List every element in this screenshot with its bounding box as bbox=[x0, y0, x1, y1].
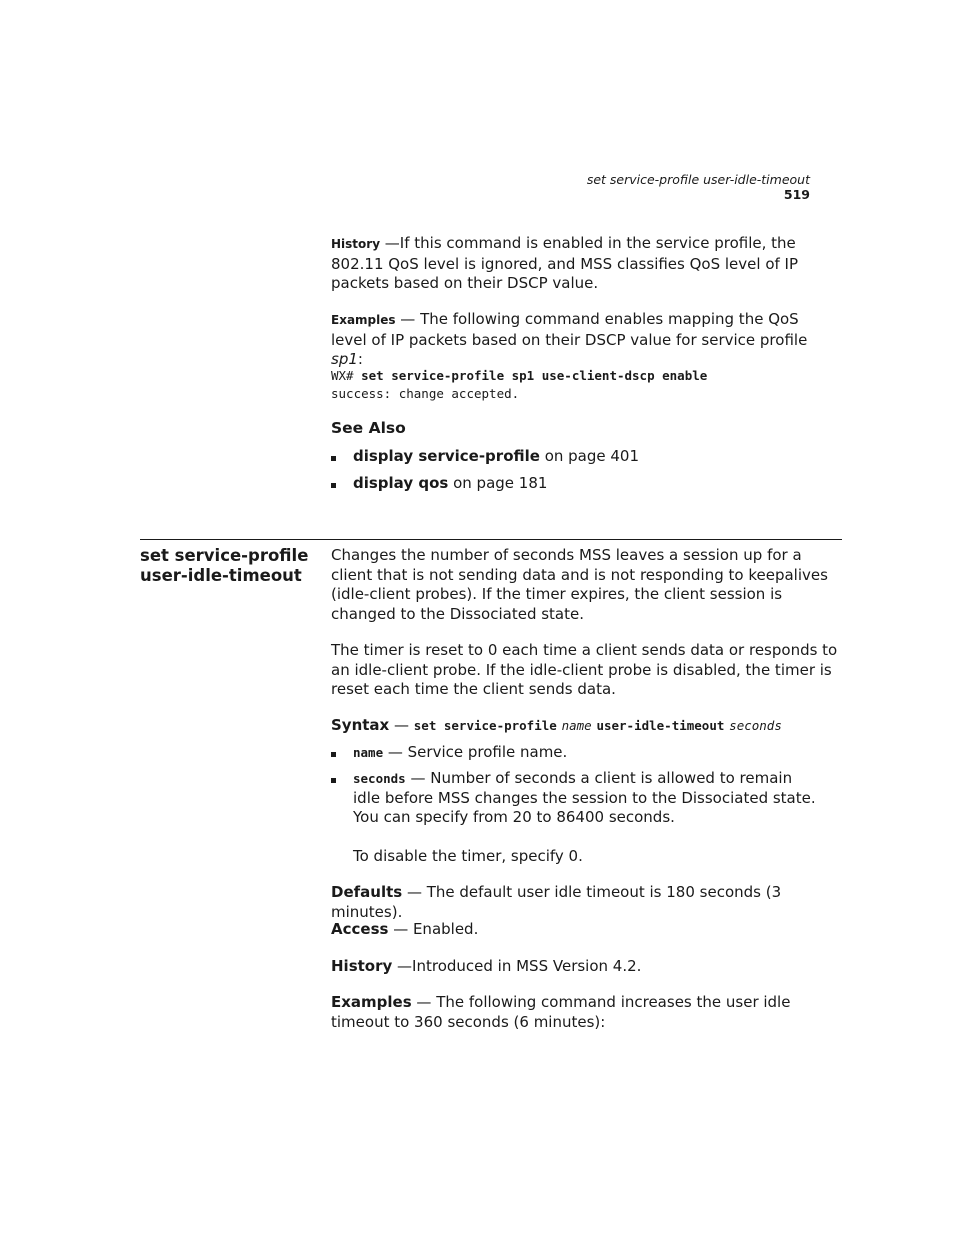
examples-text-2: — The following command increases the user idle timeout to 360 seconds (6 minutes): bbox=[331, 993, 791, 1031]
syntax-command: set service-profile bbox=[413, 718, 557, 733]
access-paragraph bbox=[331, 920, 841, 940]
examples-paragraph bbox=[331, 310, 836, 370]
section-title bbox=[140, 546, 325, 585]
history-text: —If this command is enabled in the service profile, the 802.11 QoS level is ignored, and MSS classifies QoS level of IP packets based on their DSCP value. bbox=[331, 234, 799, 292]
history-paragraph bbox=[331, 234, 841, 294]
section-divider bbox=[140, 539, 842, 540]
param-item bbox=[331, 743, 821, 763]
see-also-page: on page 181 bbox=[448, 474, 548, 492]
examples-label-2: Examples bbox=[331, 993, 412, 1011]
defaults-paragraph bbox=[331, 883, 841, 922]
syntax-line bbox=[331, 716, 846, 736]
code-line-command bbox=[331, 367, 851, 385]
bullet-icon bbox=[331, 778, 336, 783]
param-item bbox=[331, 769, 821, 828]
examples-text-end: : bbox=[357, 350, 363, 368]
running-header bbox=[560, 172, 810, 202]
section-title-line2: user-idle-timeout bbox=[140, 565, 302, 585]
syntax-command-2: user-idle-timeout bbox=[596, 718, 725, 733]
see-also-item bbox=[331, 447, 831, 467]
access-text: — Enabled. bbox=[388, 920, 479, 938]
code-command: set service-profile sp1 use-client-dscp enable bbox=[361, 368, 708, 383]
intro-paragraph: Changes the number of seconds MSS leaves a session up for a client that is not sending data and is not responding to keepalives (idle-client probes). If the timer expires, the client session is changed to the Dissociated state. bbox=[331, 546, 828, 623]
syntax-arg-seconds: seconds bbox=[729, 718, 782, 733]
access-label: Access bbox=[331, 920, 389, 938]
history-label: History bbox=[331, 237, 381, 251]
defaults-text: — The default user idle timeout is 180 seconds (3 minutes). bbox=[331, 883, 782, 921]
disable-note: To disable the timer, specify 0. bbox=[353, 847, 583, 865]
section-title-line1: set service-profile bbox=[140, 546, 309, 565]
code-block bbox=[331, 367, 851, 403]
intro-paragraph-2: The timer is reset to 0 each time a client sends data or responds to an idle-client probe. If the idle-client probe is disabled, the timer is reset each time the client sends data. bbox=[331, 641, 838, 698]
page-number: 519 bbox=[783, 187, 810, 202]
history-paragraph-2 bbox=[331, 957, 841, 977]
bullet-icon bbox=[331, 483, 336, 488]
see-also-link[interactable]: display qos bbox=[353, 474, 449, 492]
code-prompt: WX# bbox=[331, 368, 362, 383]
examples-text: — The following command enables mapping the QoS level of IP packets based on their DSCP value for service profile bbox=[331, 310, 808, 349]
see-also-item bbox=[331, 474, 831, 494]
code-line-output: success: change accepted. bbox=[331, 386, 520, 401]
syntax-dash: — bbox=[389, 716, 414, 734]
running-title: set service-profile user-idle-timeout bbox=[586, 172, 810, 187]
examples-paragraph-2 bbox=[331, 993, 841, 1032]
bullet-icon bbox=[331, 752, 336, 757]
examples-profile-name: sp1 bbox=[331, 350, 358, 368]
bullet-icon bbox=[331, 456, 336, 461]
history-text-2: —Introduced in MSS Version 4.2. bbox=[392, 957, 642, 975]
param-name: seconds bbox=[353, 771, 406, 786]
param-desc: — Service profile name. bbox=[383, 743, 568, 761]
examples-label: Examples bbox=[331, 313, 396, 327]
see-also-page: on page 401 bbox=[539, 447, 640, 465]
defaults-label: Defaults bbox=[331, 883, 403, 901]
history-label-2: History bbox=[331, 957, 393, 975]
param-name: name bbox=[353, 745, 384, 760]
see-also-heading: See Also bbox=[331, 419, 406, 437]
syntax-label: Syntax bbox=[331, 716, 390, 734]
param-desc: — Number of seconds a client is allowed to remain idle before MSS changes the session to the Dissociated state. You can specify from 20 to 86400 seconds. bbox=[353, 769, 816, 826]
see-also-link[interactable]: display service-profile bbox=[353, 447, 540, 465]
syntax-arg-name: name bbox=[561, 718, 592, 733]
